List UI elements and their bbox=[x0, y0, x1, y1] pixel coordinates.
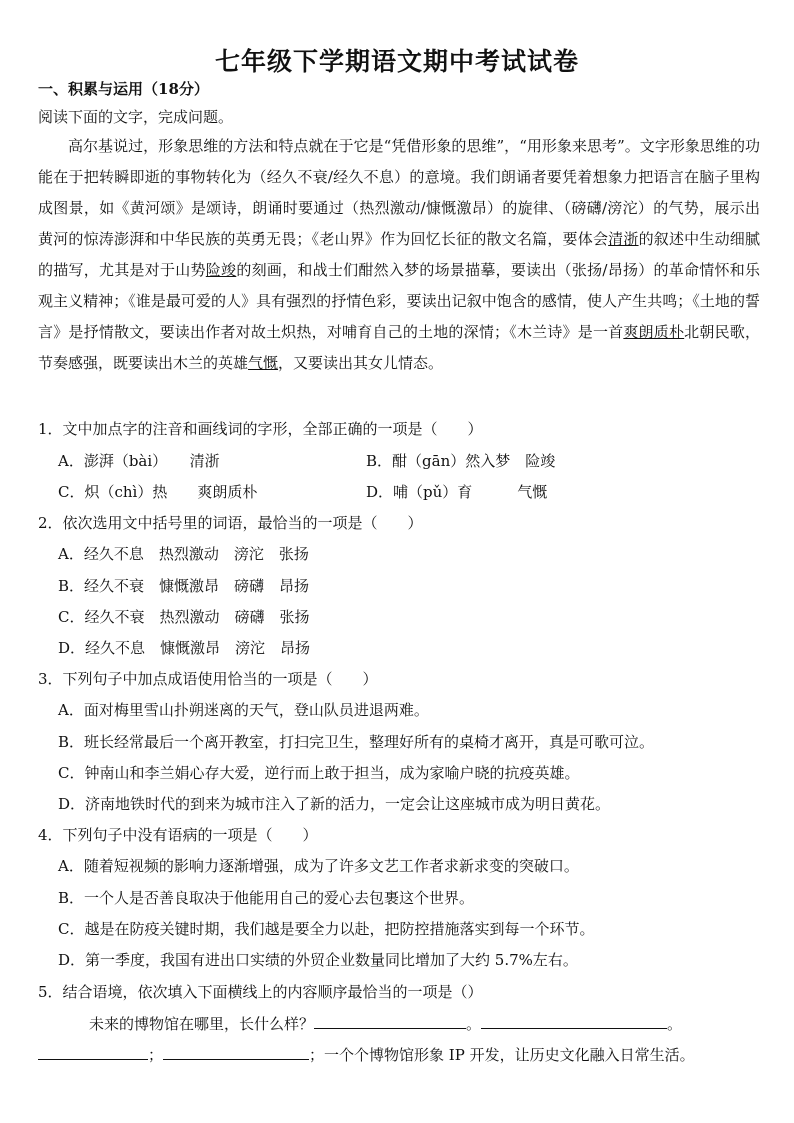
question-3-stem: 3．下列句子中加点成语使用恰当的一项是（ ） bbox=[38, 670, 378, 688]
question-3-option-d[interactable]: D．济南地铁时代的到来为城市注入了新的活力，一定会让这座城市成为明日黄花。 bbox=[58, 795, 611, 813]
punctuation: 。 bbox=[667, 1015, 683, 1033]
question-4-option-c[interactable]: C．越是在防疫关键时期，我们越是要全力以赴，把防控措施落实到每一个环节。 bbox=[58, 920, 595, 938]
answer-blank-1[interactable] bbox=[314, 1012, 466, 1029]
underlined-word: 气慨 bbox=[248, 354, 279, 372]
question-1-stem: 1．文中加点字的注音和画线词的字形，全部正确的一项是（ ） bbox=[38, 420, 483, 438]
question-5-context-line-2 bbox=[38, 1043, 695, 1065]
section-heading: 一、积累与运用（18分） bbox=[38, 80, 209, 98]
answer-blank-2[interactable] bbox=[481, 1012, 667, 1029]
question-4-option-a[interactable]: A．随着短视频的影响力逐渐增强，成为了许多文艺工作者求新求变的突破口。 bbox=[58, 857, 579, 875]
underlined-word: 清浙 bbox=[608, 230, 639, 248]
question-3-option-a[interactable]: A．面对梅里雪山扑朔迷离的天气，登山队员进退两难。 bbox=[58, 701, 429, 719]
answer-blank-3[interactable] bbox=[38, 1043, 148, 1060]
question-5-tail: ；一个个博物馆形象 IP 开发，让历史文化融入日常生活。 bbox=[309, 1046, 695, 1064]
underlined-word: 险竣 bbox=[205, 261, 237, 279]
punctuation: ； bbox=[148, 1046, 164, 1064]
passage-text: 的叙述中生动细腻的描写，尤其是对于山势 bbox=[38, 230, 760, 279]
question-2-stem: 2．依次选用文中括号里的词语，最恰当的一项是（ ） bbox=[38, 514, 423, 532]
punctuation: 。 bbox=[466, 1015, 482, 1033]
reading-passage bbox=[38, 131, 760, 379]
question-1-option-a[interactable]: A．澎湃（bài） 清浙 bbox=[58, 452, 220, 470]
question-1-option-d[interactable]: D．哺（pǔ）育 气慨 bbox=[366, 483, 548, 501]
question-2-option-c[interactable]: C．经久不衰 热烈激动 磅礴 张扬 bbox=[58, 608, 310, 626]
question-2-option-d[interactable]: D．经久不息 慷慨激昂 滂沱 昂扬 bbox=[58, 639, 311, 657]
question-3-option-c[interactable]: C．钟南山和李兰娟心存大爱，逆行而上敢于担当，成为家喻户晓的抗疫英雄。 bbox=[58, 764, 580, 782]
exam-title: 七年级下学期语文期中考试试卷 bbox=[214, 47, 579, 76]
question-3-option-b[interactable]: B．班长经常最后一个离开教室，打扫完卫生，整理好所有的桌椅才离开，真是可歌可泣。 bbox=[58, 733, 655, 751]
question-5-lead: 未来的博物馆在哪里，长什么样？ bbox=[89, 1015, 315, 1033]
question-2-option-a[interactable]: A．经久不息 热烈激动 滂沱 张扬 bbox=[58, 545, 309, 563]
question-4-option-d[interactable]: D．第一季度，我国有进出口实绩的外贸企业数量同比增加了大约 5.7%左右。 bbox=[58, 951, 578, 969]
passage-text: 北朝民歌，节奏感强，既要读出木兰的英雄 bbox=[38, 323, 760, 372]
question-2-option-b[interactable]: B．经久不衰 慷慨激昂 磅礴 昂扬 bbox=[58, 577, 310, 595]
question-5-stem: 5．结合语境，依次填入下面横线上的内容顺序最恰当的一项是（） bbox=[38, 983, 483, 1001]
answer-blank-4[interactable] bbox=[163, 1043, 309, 1060]
question-4-option-b[interactable]: B．一个人是否善良取决于他能用自己的爱心去包裹这个世界。 bbox=[58, 889, 475, 907]
passage-text: ，又要读出其女儿情态。 bbox=[278, 354, 444, 372]
question-4-stem: 4．下列句子中没有语病的一项是（ ） bbox=[38, 826, 318, 844]
question-1-option-c[interactable]: C．炽（chì）热 爽朗质朴 bbox=[58, 483, 258, 501]
passage-text: 高尔基说过，形象思维的方法和特点就在于它是“凭借形象的思维”，“用形象来思考”。文字形象思维的功能在于把转瞬即逝的事物转化为（经久不衰/经久不息）的意境。我们朗诵者要凭着想象力把语言在脑子里构成图景，如《黄河颂》是颂诗，朗诵时要通过（热烈激动/慷慨激昂）的旋律、（磅礴/滂沱）的气势，展示出黄河的惊涛澎湃和中华民族的英勇无畏；《老山界》作为回忆长征的散文名篇，要体会 bbox=[38, 137, 760, 248]
instruction-text: 阅读下面的文字，完成问题。 bbox=[38, 108, 234, 126]
underlined-word: 爽朗质朴 bbox=[623, 323, 685, 341]
passage-text: 的刻画，和战士们酣然入梦的场景描摹，要读出（张扬/昂扬）的革命情怀和乐观主义精神；《谁是最可爱的人》具有强烈的抒情色彩，要读出记叙中饱含的感情，使人产生共鸣；《土地的誓言》是抒情散文，要读出作者对故土炽热，对哺育自己的土地的深情；《木兰诗》是一首 bbox=[38, 261, 760, 341]
question-5-context-line-1 bbox=[89, 1012, 682, 1034]
question-1-option-b[interactable]: B．酣（gān）然入梦 险竣 bbox=[366, 452, 556, 470]
